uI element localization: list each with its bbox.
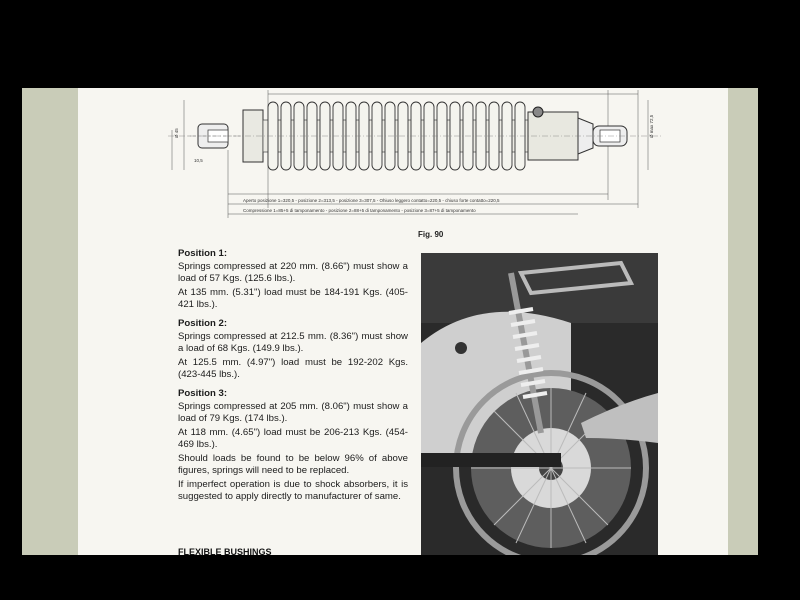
motorcycle-rear-suspension-photo bbox=[421, 253, 658, 555]
position-3-line-1: Springs compressed at 205 mm. (8.06") must show a load of 79 Kgs. (174 lbs.). bbox=[178, 401, 408, 424]
position-2-line-2: At 125.5 mm. (4.97") load must be 192-202 Kgs. (423-445 lbs.). bbox=[178, 357, 408, 380]
position-3-block bbox=[178, 388, 408, 503]
section-heading: FLEXIBLE BUSHINGS bbox=[178, 547, 272, 555]
position-1-block bbox=[178, 248, 408, 311]
position-3-line-2: At 118 mm. (4.65") load must be 206-213 Kgs. (454-469 lbs.). bbox=[178, 427, 408, 450]
note-manufacturer: If imperfect operation is due to shock absorbers, it is suggested to apply directly to manufacturer of same. bbox=[178, 479, 408, 502]
position-2-line-1: Springs compressed at 212.5 mm. (8.36") must show a load of 68 Kgs. (149.9 lbs.). bbox=[178, 331, 408, 354]
position-3-title: Position 3: bbox=[178, 388, 228, 399]
shock-absorber-diagram bbox=[168, 90, 668, 220]
position-1-title: Position 1: bbox=[178, 248, 228, 259]
text-column bbox=[178, 248, 408, 510]
svg-text:10,5: 10,5 bbox=[194, 158, 203, 163]
dimension-text-compression: Compressione 1=85+5 di tamponamento - posizione 2=88+5 di tamponamento - posizione 3=87+5 di tamponamento bbox=[243, 208, 476, 213]
dimension-text-open: Aperto posizione 1=320,5 - posizione 2=313,5 - posizione 3=307,5 - Ohiuso leggero contatto=220,5 - chiuso forte contatto=220,5 bbox=[243, 198, 500, 203]
figure-caption: Fig. 90 bbox=[418, 230, 444, 239]
position-1-line-1: Springs compressed at 220 mm. (8.66") must show a load of 57 Kgs. (125.6 lbs.). bbox=[178, 261, 408, 284]
position-2-block bbox=[178, 318, 408, 381]
document-page[interactable] bbox=[78, 88, 728, 555]
position-1-line-2: At 135 mm. (5.31") load must be 184-191 Kgs. (405-421 lbs.). bbox=[178, 287, 408, 310]
position-2-title: Position 2: bbox=[178, 318, 228, 329]
note-replace-springs: Should loads be found to be below 96% of above figures, springs will need to be replaced. bbox=[178, 453, 408, 476]
svg-text:Ø max 72,5: Ø max 72,5 bbox=[649, 114, 654, 138]
svg-text:Ø 45: Ø 45 bbox=[174, 128, 179, 138]
